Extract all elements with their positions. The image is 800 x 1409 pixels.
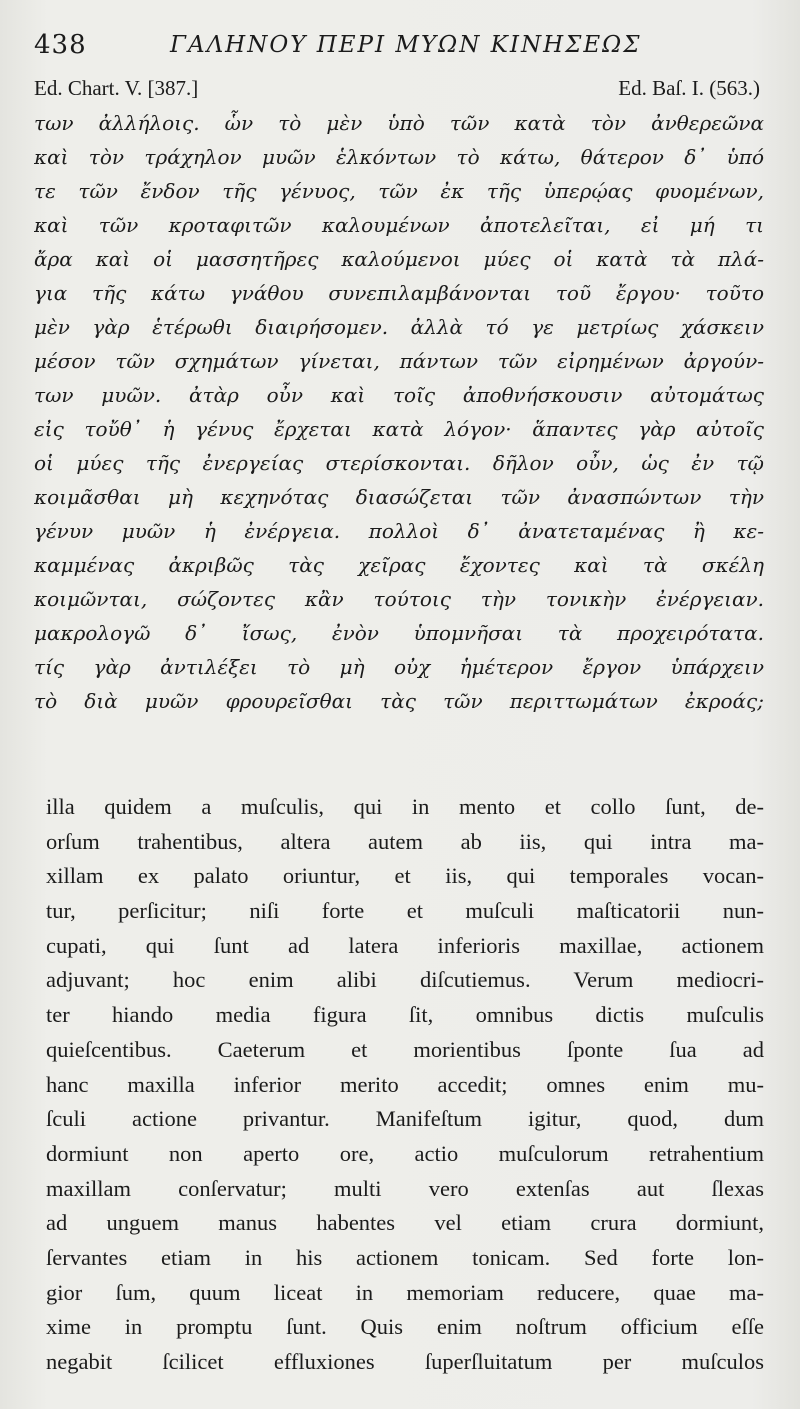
latin-line: ſculi actione privantur. Manifeſtum igitur, quod, dum <box>46 1106 764 1132</box>
greek-line: ἄρα καὶ οἱ μασσητῆρες καλούμενοι μύες οἱ κατὰ τὰ πλά- <box>34 247 764 271</box>
greek-line: οἱ μύες τῆς ἐνεργείας στερίσκονται. δῆλον οὖν, ὡς ἐν τῷ <box>34 451 764 475</box>
edition-reference-left: Ed. Chart. V. [387.] <box>34 76 199 100</box>
greek-line: κοιμᾶσθαι μὴ κεχηνότας διασώζεται τῶν ἀνασπώντων τὴν <box>34 485 764 509</box>
latin-line: cupati, qui ſunt ad latera inferioris maxillae, actionem <box>46 932 764 958</box>
greek-line: των μυῶν. ἀτὰρ οὖν καὶ τοῖς ἀποθνήσκουσιν αὐτομάτως <box>34 383 764 407</box>
greek-line: τὸ διὰ μυῶν φρουρεῖσθαι τὰς τῶν περιττωμάτων ἐκροάς; <box>34 689 764 713</box>
greek-line: των ἀλλήλοις. ὧν τὸ μὲν ὑπὸ τῶν κατὰ τὸν ἀνθερεῶνα <box>34 111 764 135</box>
section-divider <box>34 774 764 775</box>
greek-text-block <box>34 106 764 718</box>
edition-reference-right: Ed. Baſ. I. (563.) <box>618 76 760 100</box>
latin-line: dormiunt non aperto ore, actio muſculorum retrahentium <box>46 1140 764 1166</box>
greek-line: μὲν γὰρ ἑτέρωθι διαιρήσομεν. ἀλλὰ τό γε μετρίως χάσκειν <box>34 315 764 339</box>
greek-line: τε τῶν ἔνδον τῆς γένυος, τῶν ἐκ τῆς ὑπερῴας φυομένων, <box>34 179 764 203</box>
latin-line: gior ſum, quum liceat in memoriam reducere, quae ma- <box>46 1279 764 1305</box>
latin-line: tur, perſicitur; niſi forte et muſculi maſticatorii nun- <box>46 898 764 924</box>
latin-line: maxillam conſervatur; multi vero extenſas aut ſlexas <box>46 1175 764 1201</box>
greek-line: κοιμῶνται, σώζοντες κἂν τούτοις τὴν τονικὴν ἐνέργειαν. <box>34 587 764 611</box>
latin-line: negabit ſcilicet effluxiones ſuperſluitatum per muſculos <box>46 1349 764 1374</box>
greek-line: τίς γὰρ ἀντιλέξει τὸ μὴ οὐχ ἡμέτερον ἔργον ὑπάρχειν <box>34 655 764 679</box>
latin-line: illa quidem a muſculis, qui in mento et collo ſunt, de- <box>46 794 764 819</box>
greek-line: για τῆς κάτω γνάθου συνεπιλαμβάνονται τοῦ ἔργου· τοῦτο <box>34 281 764 305</box>
latin-line: hanc maxilla inferior merito accedit; omnes enim mu- <box>46 1071 764 1097</box>
greek-line: εἰς τοὔθ᾽ ἡ γένυς ἔρχεται κατὰ λόγον· ἅπαντες γὰρ αὐτοῖς <box>34 417 764 441</box>
greek-line: μέσον τῶν σχημάτων γίνεται, πάντων τῶν εἰρημένων ἀργούν- <box>34 349 764 373</box>
latin-line: ad unguem manus habentes vel etiam crura dormiunt, <box>46 1210 764 1236</box>
greek-line: καὶ τῶν κροταφιτῶν καλουμένων ἀποτελεῖται, εἰ μή τι <box>34 213 764 237</box>
page-number: 438 <box>34 30 87 60</box>
edition-reference-line <box>34 76 760 102</box>
latin-line: ter hiando media figura ſit, omnibus dictis muſculis <box>46 1002 764 1028</box>
latin-text-block <box>46 790 764 1380</box>
greek-line: καὶ τὸν τράχηλον μυῶν ἑλκόντων τὸ κάτω, θάτερον δ᾽ ὑπό <box>34 145 764 169</box>
greek-line: μακρολογῶ δ᾽ ἴσως, ἐνὸν ὑπομνῆσαι τὰ προχειρότατα. <box>34 621 764 645</box>
greek-line: καμμένας ἀκριβῶς τὰς χεῖρας ἔχοντες καὶ τὰ σκέλη <box>34 553 764 577</box>
latin-line: adjuvant; hoc enim alibi diſcutiemus. Verum mediocri- <box>46 967 764 993</box>
running-head <box>34 30 760 66</box>
running-title: ΓΑΛΗΝΟΥ ΠΕΡΙ ΜΥΩΝ ΚΙΝΗΣΕΩΣ <box>170 32 642 58</box>
latin-line: quieſcentibus. Caeterum et morientibus ſponte ſua ad <box>46 1036 764 1062</box>
greek-line: γένυν μυῶν ἡ ἐνέργεια. πολλοὶ δ᾽ ἀνατεταμένας ἢ κε- <box>34 519 764 543</box>
latin-line: orſum trahentibus, altera autem ab iis, qui intra ma- <box>46 828 764 854</box>
latin-line: ſervantes etiam in his actionem tonicam. Sed forte lon- <box>46 1244 764 1270</box>
latin-line: xime in promptu ſunt. Quis enim noſtrum officium eſſe <box>46 1314 764 1340</box>
latin-line: xillam ex palato oriuntur, et iis, qui temporales vocan- <box>46 863 764 889</box>
